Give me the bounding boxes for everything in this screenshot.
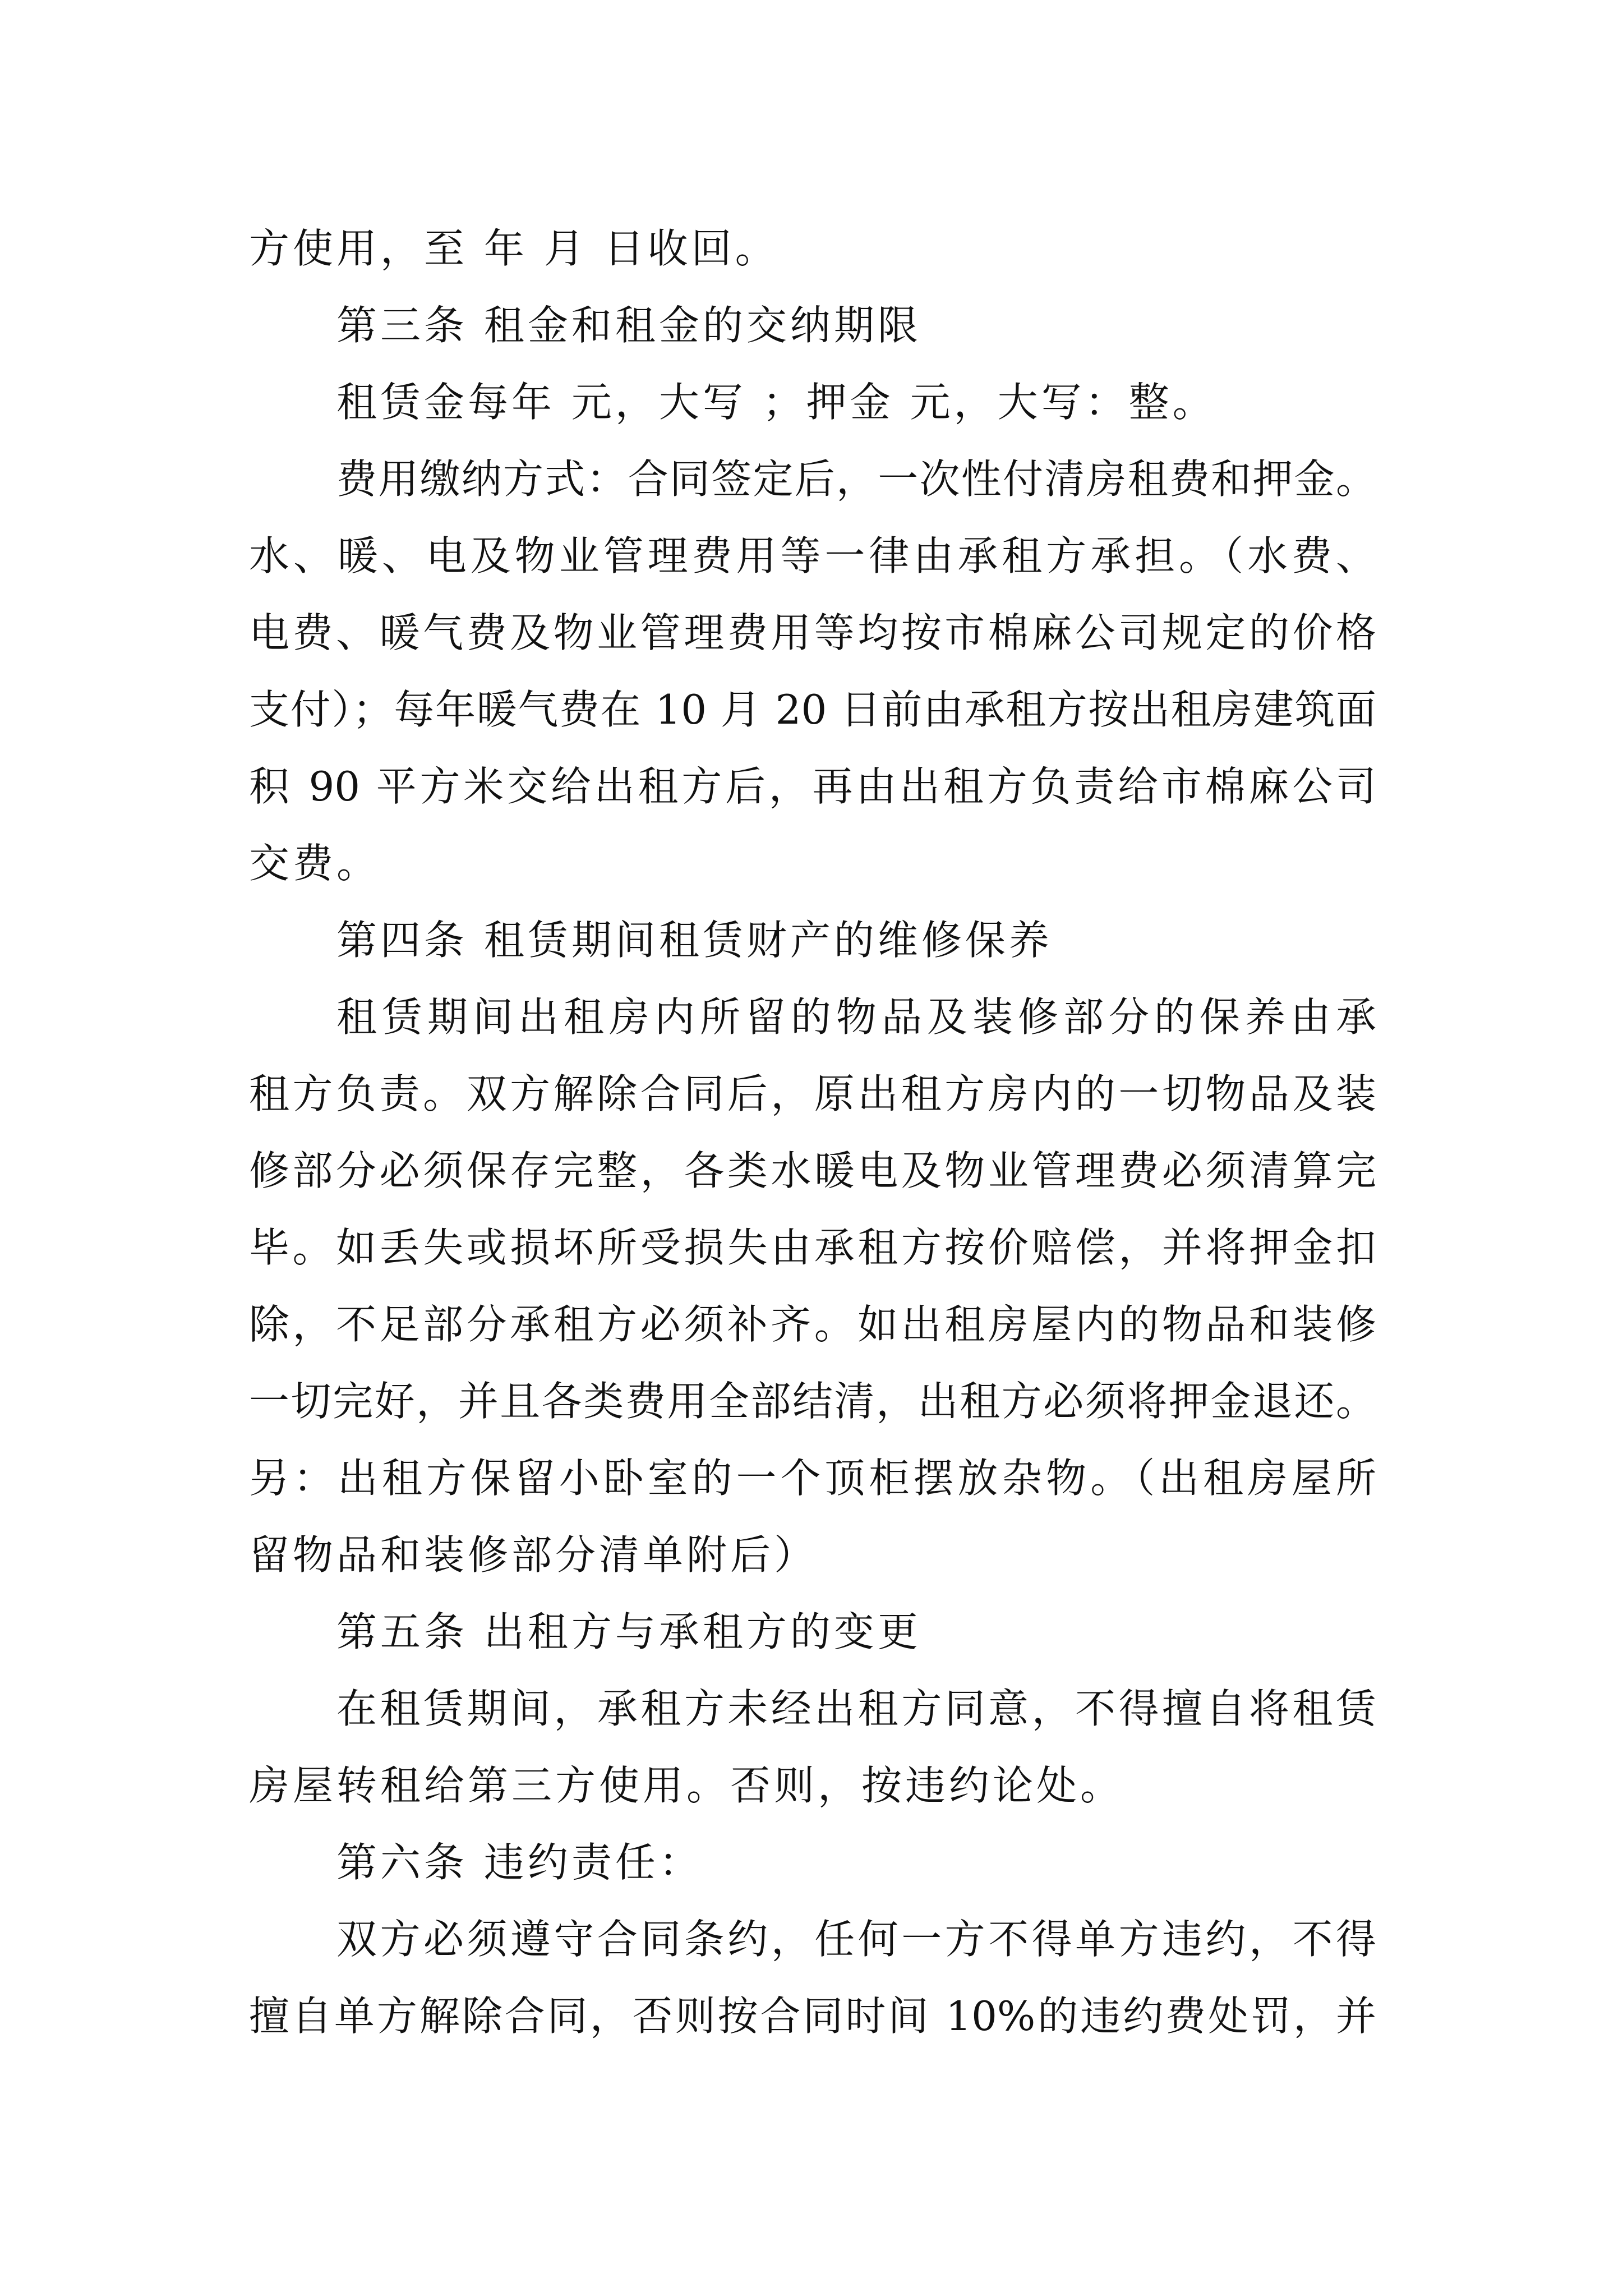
text-line: 毕。如丢失或损坏所受损失由承租方按价赔偿，并将押金扣 xyxy=(249,1224,1376,1271)
text-line: 租方负责。双方解除合同后，原出租方房内的一切物品及装 xyxy=(249,1070,1376,1117)
text-line: 留物品和装修部分清单附后） xyxy=(249,1531,818,1579)
article-heading: 第四条 租赁期间租赁财产的维修保养 xyxy=(336,917,1053,964)
text-line: 支付）；每年暖气费在 10 月 20 日前由承租方按出租房建筑面 xyxy=(249,686,1376,733)
text-line: 电费、暖气费及物业管理费用等均按市棉麻公司规定的价格 xyxy=(249,609,1376,656)
text-line: 方使用，至 年 月 日收回。 xyxy=(249,225,779,272)
text-line: 交费。 xyxy=(249,840,381,887)
text-line: 房屋转租给第三方使用。否则，按违约论处。 xyxy=(249,1762,1124,1809)
text-line: 一切完好，并且各类费用全部结清，出租方必须将押金退还。 xyxy=(249,1378,1376,1425)
text-line: 擅自单方解除合同，否则按合同时间 10%的违约费处罚，并 xyxy=(249,1993,1376,2040)
text-line: 双方必须遵守合同条约，任何一方不得单方违约，不得 xyxy=(336,1916,1376,1963)
text-line: 另：出租方保留小卧室的一个顶柜摆放杂物。（出租房屋所 xyxy=(249,1455,1376,1502)
text-line: 水、暖、电及物业管理费用等一律由承租方承担。（水费、 xyxy=(249,532,1376,579)
text-line: 在租赁期间，承租方未经出租方同意，不得擅自将租赁 xyxy=(336,1685,1376,1732)
document-body xyxy=(249,210,1376,2055)
article-heading: 第三条 租金和租金的交纳期限 xyxy=(336,302,921,349)
article-heading: 第五条 出租方与承租方的变更 xyxy=(336,1608,921,1655)
text-line: 租赁期间出租房内所留的物品及装修部分的保养由承 xyxy=(336,993,1376,1041)
text-line: 费用缴纳方式：合同签定后，一次性付清房租费和押金。 xyxy=(336,455,1376,503)
text-line: 修部分必须保存完整，各类水暖电及物业管理费必须清算完 xyxy=(249,1147,1376,1194)
article-heading: 第六条 违约责任： xyxy=(336,1839,703,1886)
text-line: 租赁金每年 元，大写 ；押金 元，大写：整。 xyxy=(336,379,1216,426)
text-line: 除，不足部分承租方必须补齐。如出租房屋内的物品和装修 xyxy=(249,1301,1376,1348)
text-line: 积 90 平方米交给出租方后，再由出租方负责给市棉麻公司 xyxy=(249,763,1376,810)
